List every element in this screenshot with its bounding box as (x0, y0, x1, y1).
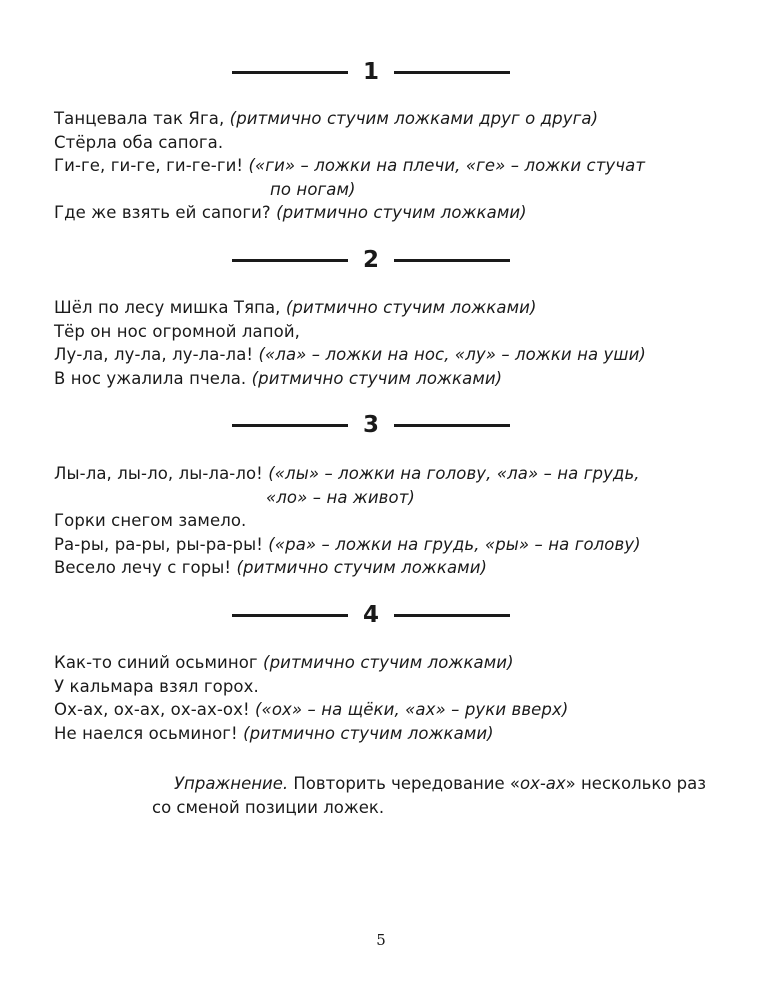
verse-text: Ги-ге, ги-ге, ги-ге-ги! (54, 156, 249, 175)
verse-line (54, 343, 714, 367)
verse-text: Как-то синий осьминог (54, 653, 264, 672)
verse-line (54, 698, 714, 722)
verse-text: Лу-ла, лу-ла, лу-ла-ла! (54, 345, 259, 364)
verse-text: Горки снегом замело. (54, 511, 247, 530)
verse-section-1 (54, 107, 714, 225)
direction-text: (ритмично стучим ложками) (243, 723, 494, 743)
divider-rule-right (394, 614, 510, 617)
verse-text: Стёрла оба сапога. (54, 132, 224, 152)
verse-line (54, 462, 714, 486)
verse-line (54, 556, 714, 580)
verse-text: Весело лечу с горы! (54, 558, 237, 577)
divider-rule-left (232, 259, 348, 262)
verse-text: Шёл по лесу мишка Тяпа, (54, 298, 286, 317)
section-divider-4 (232, 600, 510, 630)
direction-text: (ритмично стучим ложками) (263, 653, 514, 672)
direction-text: («ги» – ложки на плечи, «ге» – ложки стучат (248, 156, 646, 175)
verse-section-4 (54, 651, 714, 745)
verse-line (54, 131, 714, 155)
verse-line (54, 486, 714, 510)
verse-text: Ох-ах, ох-ах, ох-ах-ох! (54, 700, 256, 719)
verse-line (54, 320, 714, 344)
section-number: 3 (362, 412, 379, 438)
verse-text: Тёр он нос огромной лапой, (54, 321, 301, 341)
verse-text: Где же взять ей сапоги? (54, 203, 277, 222)
section-divider-1 (232, 57, 510, 87)
verse-text: В нос ужалила пчела. (54, 368, 252, 388)
verse-text: Повторить чередование « (288, 774, 520, 793)
verse-text: со сменой позиции ложек. (152, 798, 385, 817)
verse-line (54, 296, 714, 320)
divider-rule-left (232, 614, 348, 617)
divider-rule-right (394, 71, 510, 74)
verse-line (54, 178, 714, 202)
direction-text: по ногам) (270, 179, 356, 199)
section-divider-2 (232, 245, 510, 275)
divider-rule-left (232, 424, 348, 427)
direction-text: («ла» – ложки на нос, «лу» – ложки на уши) (258, 345, 646, 364)
exercise-note (152, 772, 712, 820)
direction-text: (ритмично стучим ложками) (236, 558, 488, 577)
section-number: 2 (362, 247, 379, 273)
direction-text: («ра» – ложки на грудь, «ры» – на голову) (268, 534, 641, 554)
section-divider-3 (232, 410, 510, 440)
direction-text: ох-ах (519, 774, 566, 793)
direction-text: (ритмично стучим ложками) (285, 298, 537, 317)
verse-line (54, 154, 714, 178)
verse-line (54, 651, 714, 675)
section-number: 4 (362, 602, 379, 628)
verse-line (54, 509, 714, 533)
direction-text: (ритмично стучим ложками) (251, 368, 503, 388)
direction-text: (ритмично стучим ложками) (276, 203, 527, 222)
divider-rule-right (394, 424, 510, 427)
verse-text: Лы-ла, лы-ло, лы-ла-ло! (54, 464, 269, 483)
section-number: 1 (362, 59, 379, 85)
verse-text: Ра-ры, ра-ры, ры-ра-ры! (54, 534, 269, 554)
direction-text: «ло» – на живот) (266, 487, 415, 507)
exercise-line-2 (152, 796, 712, 820)
direction-text: («лы» – ложки на голову, «ла» – на грудь, (268, 464, 640, 483)
exercise-line-1 (152, 772, 712, 796)
verse-text: Танцевала так Яга, (54, 109, 230, 128)
verse-text: Не наелся осьминог! (54, 723, 244, 743)
verse-section-2 (54, 296, 714, 390)
verse-text: У кальмара взял горох. (54, 676, 259, 696)
page-number: 5 (376, 931, 386, 949)
verse-line (54, 722, 714, 746)
direction-text: (ритмично стучим ложками друг о друга) (229, 109, 599, 128)
divider-rule-right (394, 259, 510, 262)
verse-line (54, 533, 714, 557)
divider-rule-left (232, 71, 348, 74)
verse-line (54, 107, 714, 131)
verse-section-3 (54, 462, 714, 580)
verse-line (54, 675, 714, 699)
verse-text: » несколько раз (565, 774, 707, 793)
direction-text: Упражнение. (174, 774, 289, 793)
verse-line (54, 201, 714, 225)
verse-line (54, 367, 714, 391)
direction-text: («ох» – на щёки, «ах» – руки вверх) (255, 700, 569, 719)
